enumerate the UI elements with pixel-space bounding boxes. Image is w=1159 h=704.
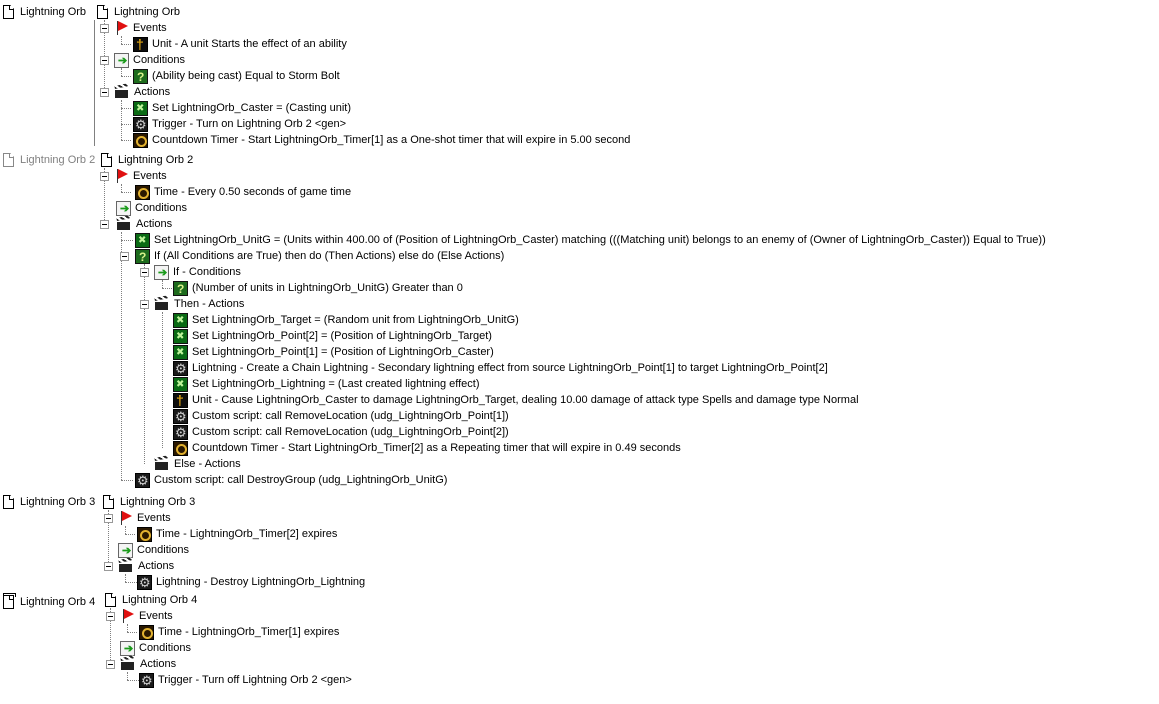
conditions-icon — [118, 543, 133, 558]
tree-line — [125, 526, 126, 534]
condition-text: (Ability being cast) Equal to Storm Bolt — [152, 70, 340, 82]
trigger-title[interactable] — [105, 592, 197, 608]
actions-label: Actions — [134, 86, 171, 98]
clapper-icon — [114, 85, 130, 99]
action-text: Trigger - Turn on Lightning Orb 2 <gen> — [152, 118, 347, 130]
collapse-toggle[interactable] — [106, 660, 115, 669]
clock-icon — [133, 133, 148, 148]
question-icon — [133, 69, 148, 84]
clock-icon — [173, 441, 188, 456]
tree-line — [127, 632, 137, 633]
conditions-label: Conditions — [133, 54, 185, 66]
conditions-label: Conditions — [137, 544, 189, 556]
gear-icon — [135, 473, 150, 488]
tree-line — [121, 124, 131, 125]
conditions-icon — [120, 641, 135, 656]
trigger-title[interactable] — [101, 152, 193, 168]
action-row[interactable] — [135, 232, 1046, 248]
if-conditions-label: If - Conditions — [173, 266, 241, 278]
trigger-title-label: Lightning Orb — [114, 6, 181, 18]
events-node[interactable] — [114, 20, 167, 36]
clock-icon — [135, 185, 150, 200]
flag-icon — [120, 608, 135, 624]
events-node[interactable] — [118, 510, 171, 526]
actions-label: Actions — [140, 658, 177, 670]
event-text: Unit - A unit Starts the effect of an ability — [152, 38, 347, 50]
trigger-title-label: Lightning Orb 4 — [122, 594, 198, 606]
condition-row[interactable] — [173, 280, 463, 296]
tree-line — [121, 480, 133, 481]
unit-icon — [133, 37, 148, 52]
action-text: Set LightningOrb_Target = (Random unit from LightningOrb_UnitG) — [192, 314, 519, 326]
event-row[interactable] — [137, 526, 337, 542]
collapse-toggle[interactable] — [100, 220, 109, 229]
events-label: Events — [133, 22, 167, 34]
event-text: Time - LightningOrb_Timer[1] expires — [158, 626, 340, 638]
set-variable-icon — [133, 101, 148, 116]
condition-row[interactable] — [133, 68, 340, 84]
action-text: Set LightningOrb_Point[1] = (Position of LightningOrb_Caster) — [192, 346, 494, 358]
tree-line — [125, 582, 137, 583]
action-text: Unit - Cause LightningOrb_Caster to damage LightningOrb_Target, dealing 10.00 damage of attack type Spells and damage type Normal — [192, 394, 859, 406]
action-text: Trigger - Turn off Lightning Orb 2 <gen> — [158, 674, 352, 686]
clapper-icon — [154, 297, 170, 311]
conditions-label: Conditions — [135, 202, 187, 214]
conditions-node[interactable] — [118, 542, 189, 558]
actions-node[interactable] — [118, 558, 174, 574]
tree-line — [127, 672, 128, 680]
actions-label: Actions — [136, 218, 173, 230]
action-row[interactable] — [135, 472, 447, 488]
action-text: Set LightningOrb_Caster = (Casting unit) — [152, 102, 352, 114]
action-row[interactable] — [173, 376, 480, 392]
tree-line — [144, 264, 145, 464]
gear-icon — [137, 575, 152, 590]
events-node[interactable] — [120, 608, 173, 624]
gear-icon — [173, 361, 188, 376]
trigger-title[interactable] — [103, 494, 195, 510]
clock-icon — [137, 527, 152, 542]
events-label: Events — [133, 170, 167, 182]
action-row[interactable] — [173, 392, 859, 408]
actions-node[interactable] — [116, 216, 172, 232]
conditions-node[interactable] — [116, 200, 187, 216]
action-row[interactable] — [139, 672, 352, 688]
collapse-toggle[interactable] — [140, 300, 149, 309]
trigger-list-label: Lightning Orb 2 — [20, 154, 96, 166]
then-actions-label: Then - Actions — [174, 298, 245, 310]
tree-line — [121, 76, 131, 77]
trigger-title-label: Lightning Orb 2 — [118, 154, 194, 166]
clapper-icon — [154, 457, 170, 471]
event-row[interactable] — [133, 36, 347, 52]
action-text: Set LightningOrb_UnitG = (Units within 400.00 of (Position of LightningOrb_Caster) matching (((Matching unit) belongs to an enemy of (Owner of LightningOrb_Caster)) Equal to True)) — [154, 234, 1046, 246]
tree-line — [121, 240, 133, 241]
trigger-list-label: Lightning Orb — [20, 6, 87, 18]
event-text: Time - Every 0.50 seconds of game time — [154, 186, 352, 198]
page-icon — [3, 595, 14, 609]
event-text: Time - LightningOrb_Timer[2] expires — [156, 528, 338, 540]
set-variable-icon — [173, 345, 188, 360]
tree-line — [121, 184, 122, 192]
action-row[interactable] — [173, 312, 519, 328]
tree-line — [162, 280, 163, 288]
gear-icon — [173, 425, 188, 440]
then-actions-node[interactable] — [154, 296, 244, 312]
action-row[interactable] — [133, 132, 630, 148]
collapse-toggle[interactable] — [104, 514, 113, 523]
unit-icon — [173, 393, 188, 408]
else-actions-label: Else - Actions — [174, 458, 241, 470]
flag-icon — [114, 168, 129, 184]
trigger-list-label: Lightning Orb 3 — [20, 496, 96, 508]
collapse-toggle[interactable] — [100, 172, 109, 181]
action-text: If (All Conditions are True) then do (Then Actions) else do (Else Actions) — [154, 250, 505, 262]
page-icon — [3, 153, 14, 167]
gear-icon — [139, 673, 154, 688]
flag-icon — [118, 510, 133, 526]
events-label: Events — [139, 610, 173, 622]
collapse-toggle[interactable] — [120, 252, 129, 261]
collapse-toggle[interactable] — [100, 56, 109, 65]
page-icon — [105, 593, 116, 607]
trigger-title-label: Lightning Orb 3 — [120, 496, 196, 508]
page-icon — [97, 5, 108, 19]
clapper-icon — [118, 559, 134, 573]
trigger-list-item-lightning-orb-2[interactable] — [3, 152, 95, 168]
action-text: Custom script: call RemoveLocation (udg_LightningOrb_Point[1]) — [192, 410, 509, 422]
actions-node[interactable] — [120, 656, 176, 672]
tree-line — [121, 36, 122, 44]
tree-line — [121, 232, 122, 480]
clapper-icon — [116, 217, 132, 231]
tree-line — [121, 140, 131, 141]
page-icon — [3, 495, 14, 509]
action-row[interactable] — [173, 408, 509, 424]
tree-line — [121, 108, 131, 109]
action-row[interactable] — [173, 360, 828, 376]
action-row[interactable] — [133, 116, 346, 132]
action-row[interactable] — [137, 574, 365, 590]
tree-line — [125, 574, 126, 582]
trigger-list-label: Lightning Orb 4 — [20, 596, 96, 608]
conditions-node[interactable] — [120, 640, 191, 656]
tree-line — [121, 100, 122, 140]
set-variable-icon — [135, 233, 150, 248]
if-then-else-row[interactable] — [135, 248, 504, 264]
action-row[interactable] — [173, 328, 492, 344]
clock-icon — [139, 625, 154, 640]
question-icon — [173, 281, 188, 296]
events-node[interactable] — [114, 168, 167, 184]
action-text: Lightning - Destroy LightningOrb_Lightning — [156, 576, 366, 588]
collapse-toggle[interactable] — [106, 612, 115, 621]
page-icon — [103, 495, 114, 509]
set-variable-icon — [173, 377, 188, 392]
trigger-list-item-lightning-orb[interactable] — [3, 4, 86, 20]
question-icon — [135, 249, 150, 264]
action-row[interactable] — [173, 440, 681, 456]
conditions-label: Conditions — [139, 642, 191, 654]
tree-line — [127, 624, 128, 632]
action-row[interactable] — [173, 344, 494, 360]
action-row[interactable] — [173, 424, 509, 440]
conditions-icon — [114, 53, 129, 68]
tree-line — [121, 192, 131, 193]
events-label: Events — [137, 512, 171, 524]
gear-icon — [173, 409, 188, 424]
event-row[interactable] — [135, 184, 351, 200]
flag-icon — [114, 20, 129, 36]
conditions-icon — [116, 201, 131, 216]
tree-line — [127, 680, 139, 681]
clapper-icon — [120, 657, 136, 671]
action-text: Countdown Timer - Start LightningOrb_Timer[2] as a Repeating timer that will expire in 0.49 seconds — [192, 442, 681, 454]
trigger-list-item-lightning-orb-3[interactable] — [3, 494, 95, 510]
condition-text: (Number of units in LightningOrb_UnitG) Greater than 0 — [192, 282, 463, 294]
set-variable-icon — [173, 329, 188, 344]
action-row[interactable] — [133, 100, 351, 116]
conditions-node[interactable] — [114, 52, 185, 68]
tree-line — [162, 312, 163, 448]
action-text: Set LightningOrb_Point[2] = (Position of LightningOrb_Target) — [192, 330, 492, 342]
collapse-toggle[interactable] — [100, 88, 109, 97]
tree-line — [121, 68, 122, 76]
tree-line — [162, 288, 172, 289]
collapse-toggle[interactable] — [100, 24, 109, 33]
actions-label: Actions — [138, 560, 175, 572]
action-text: Lightning - Create a Chain Lightning - Secondary lightning effect from source LightningOrb_Point[1] to target LightningOrb_Point[2] — [192, 362, 828, 374]
gear-icon — [133, 117, 148, 132]
tree-line — [125, 534, 135, 535]
actions-node[interactable] — [114, 84, 170, 100]
else-actions-node[interactable] — [154, 456, 241, 472]
trigger-list-item-lightning-orb-4[interactable] — [3, 594, 95, 610]
event-row[interactable] — [139, 624, 339, 640]
tree-line — [94, 20, 95, 146]
action-text: Custom script: call DestroyGroup (udg_LightningOrb_UnitG) — [154, 474, 448, 486]
if-conditions-node[interactable] — [154, 264, 241, 280]
trigger-title[interactable] — [97, 4, 180, 20]
action-text: Custom script: call RemoveLocation (udg_LightningOrb_Point[2]) — [192, 426, 509, 438]
page-icon — [101, 153, 112, 167]
set-variable-icon — [173, 313, 188, 328]
conditions-icon — [154, 265, 169, 280]
collapse-toggle[interactable] — [104, 562, 113, 571]
collapse-toggle[interactable] — [140, 268, 149, 277]
action-text: Countdown Timer - Start LightningOrb_Timer[1] as a One-shot timer that will expire in 5.00 second — [152, 134, 631, 146]
action-text: Set LightningOrb_Lightning = (Last created lightning effect) — [192, 378, 480, 390]
page-icon — [3, 5, 14, 19]
tree-line — [121, 44, 131, 45]
